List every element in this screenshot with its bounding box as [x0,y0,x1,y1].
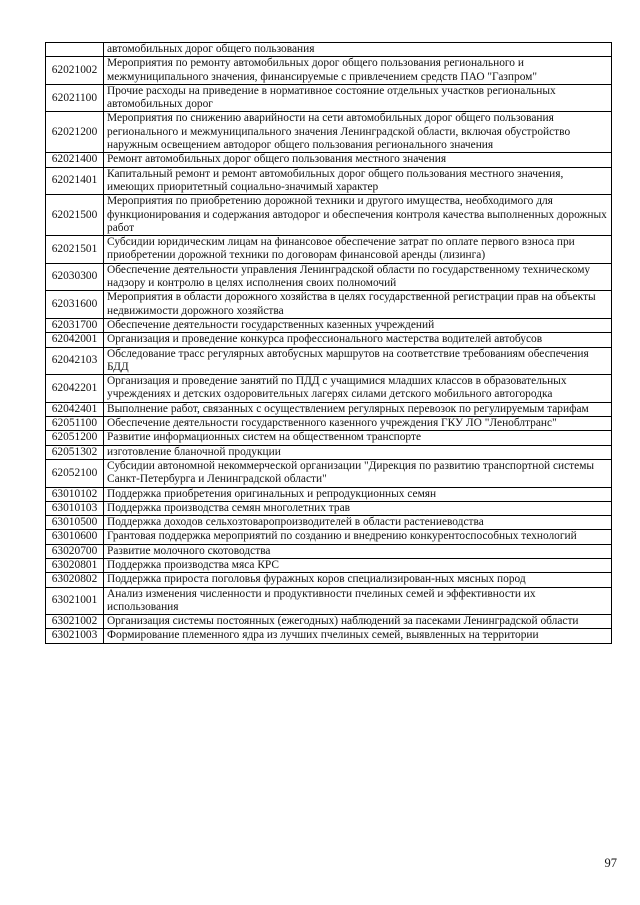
table-row [46,291,612,319]
table-row [46,573,612,587]
table-row [46,57,612,85]
row-code: 63021002 [46,615,104,629]
row-code: 63010103 [46,501,104,515]
table-row [46,431,612,445]
table-row [46,487,612,501]
table-row [46,43,612,57]
row-description: Поддержка производства семян многолетних трав [104,501,612,515]
table-row [46,558,612,572]
row-code: 62052100 [46,459,104,487]
row-code: 62021200 [46,112,104,153]
table-row [46,195,612,236]
row-description: Субсидии автономной некоммерческой организации "Дирекция по развитию транспортной системы Санкт-Петербурга и Ленинградской области" [104,459,612,487]
row-description: Субсидии юридическим лицам на финансовое обеспечение затрат по оплате первого взноса при приобретении дорожной техники по договорам финансовой аренды (лизинга) [104,236,612,264]
table-row [46,516,612,530]
row-description: Мероприятия в области дорожного хозяйства в целях государственной регистрации прав на объекты недвижимости дорожного хозяйства [104,291,612,319]
row-description: Анализ изменения численности и продуктивности пчелиных семей и эффективности их использования [104,587,612,615]
table-row [46,587,612,615]
row-code: 62051302 [46,445,104,459]
table-row [46,375,612,403]
budget-code-table [45,42,612,644]
row-code: 63020700 [46,544,104,558]
row-description: Мероприятия по приобретению дорожной техники и другого имущества, необходимого для функционирования и содержания автодорог и обеспечения контроля качества выполненных дорожных работ [104,195,612,236]
row-code [46,43,104,57]
row-description: Организация и проведение конкурса профессионального мастерства водителей автобусов [104,333,612,347]
table-row [46,333,612,347]
table-row [46,347,612,375]
table-row [46,544,612,558]
table-row [46,263,612,291]
row-description: Развитие молочного скотоводства [104,544,612,558]
table-body [46,43,612,644]
row-description: Поддержка приобретения оригинальных и репродукционных семян [104,487,612,501]
row-code: 62031600 [46,291,104,319]
table-row [46,501,612,515]
row-code: 62021500 [46,195,104,236]
row-description: Мероприятия по снижению аварийности на сети автомобильных дорог общего пользования регионального и межмуниципального значения Ленинградской области, включая обустройство наружным освещением автодорог общего пользования регионального значения [104,112,612,153]
row-code: 63010102 [46,487,104,501]
table-row [46,402,612,416]
row-code: 62031700 [46,318,104,332]
row-description: Грантовая поддержка мероприятий по созданию и внедрению конкурентоспособных технологий [104,530,612,544]
row-description: Формирование племенного ядра из лучших пчелиных семей, выявленных на территории [104,629,612,643]
row-description: Мероприятия по ремонту автомобильных дорог общего пользования регионального и межмуниципального значения, финансируемые с привлечением средств ПАО "Газпром" [104,57,612,85]
row-code: 62042401 [46,402,104,416]
table-row [46,153,612,167]
table-row [46,112,612,153]
row-code: 63010600 [46,530,104,544]
row-description: Обследование трасс регулярных автобусных маршрутов на соответствие требованиям обеспечения БДД [104,347,612,375]
row-code: 63021001 [46,587,104,615]
row-code: 62051100 [46,417,104,431]
table-row [46,615,612,629]
table-row [46,318,612,332]
row-code: 63021003 [46,629,104,643]
table-row [46,236,612,264]
row-code: 62021100 [46,84,104,112]
table-row [46,167,612,195]
row-description: Капитальный ремонт и ремонт автомобильных дорог общего пользования местного значения, имеющих приоритетный социально-значимый характер [104,167,612,195]
row-description: Обеспечение деятельности государственного казенного учреждения ГКУ ЛО "Леноблтранс" [104,417,612,431]
row-code: 62042103 [46,347,104,375]
row-code: 62021401 [46,167,104,195]
row-description: изготовление бланочной продукции [104,445,612,459]
row-code: 63010500 [46,516,104,530]
row-code: 62030300 [46,263,104,291]
row-code: 62042001 [46,333,104,347]
row-code: 62021400 [46,153,104,167]
row-code: 62021501 [46,236,104,264]
row-description: автомобильных дорог общего пользования [104,43,612,57]
table-row [46,417,612,431]
row-description: Обеспечение деятельности управления Ленинградской области по государственному техническому надзору и контролю в целях исполнения своих полномочий [104,263,612,291]
row-description: Развитие информационных систем на общественном транспорте [104,431,612,445]
row-description: Поддержка прироста поголовья фуражных коров специализирован-ных мясных пород [104,573,612,587]
row-code: 62021002 [46,57,104,85]
row-description: Выполнение работ, связанных с осуществлением регулярных перевозок по регулируемым тарифам [104,402,612,416]
table-row [46,530,612,544]
row-description: Прочие расходы на приведение в нормативное состояние отдельных участков региональных автомобильных дорог [104,84,612,112]
row-description: Ремонт автомобильных дорог общего пользования местного значения [104,153,612,167]
page-number: 97 [604,856,617,870]
row-description: Обеспечение деятельности государственных казенных учреждений [104,318,612,332]
row-code: 63020801 [46,558,104,572]
table-row [46,445,612,459]
row-description: Поддержка доходов сельхозтоваропроизводителей в области растениеводства [104,516,612,530]
row-description: Организация и проведение занятий по ПДД с учащимися младших классов в образовательных учреждениях и детских оздоровительных лагерях силами детского мобильного автогородка [104,375,612,403]
table-row [46,84,612,112]
row-description: Поддержка производства мяса КРС [104,558,612,572]
table-row [46,629,612,643]
row-code: 62051200 [46,431,104,445]
row-description: Организация системы постоянных (ежегодных) наблюдений за пасеками Ленинградской области [104,615,612,629]
row-code: 63020802 [46,573,104,587]
row-code: 62042201 [46,375,104,403]
table-row [46,459,612,487]
